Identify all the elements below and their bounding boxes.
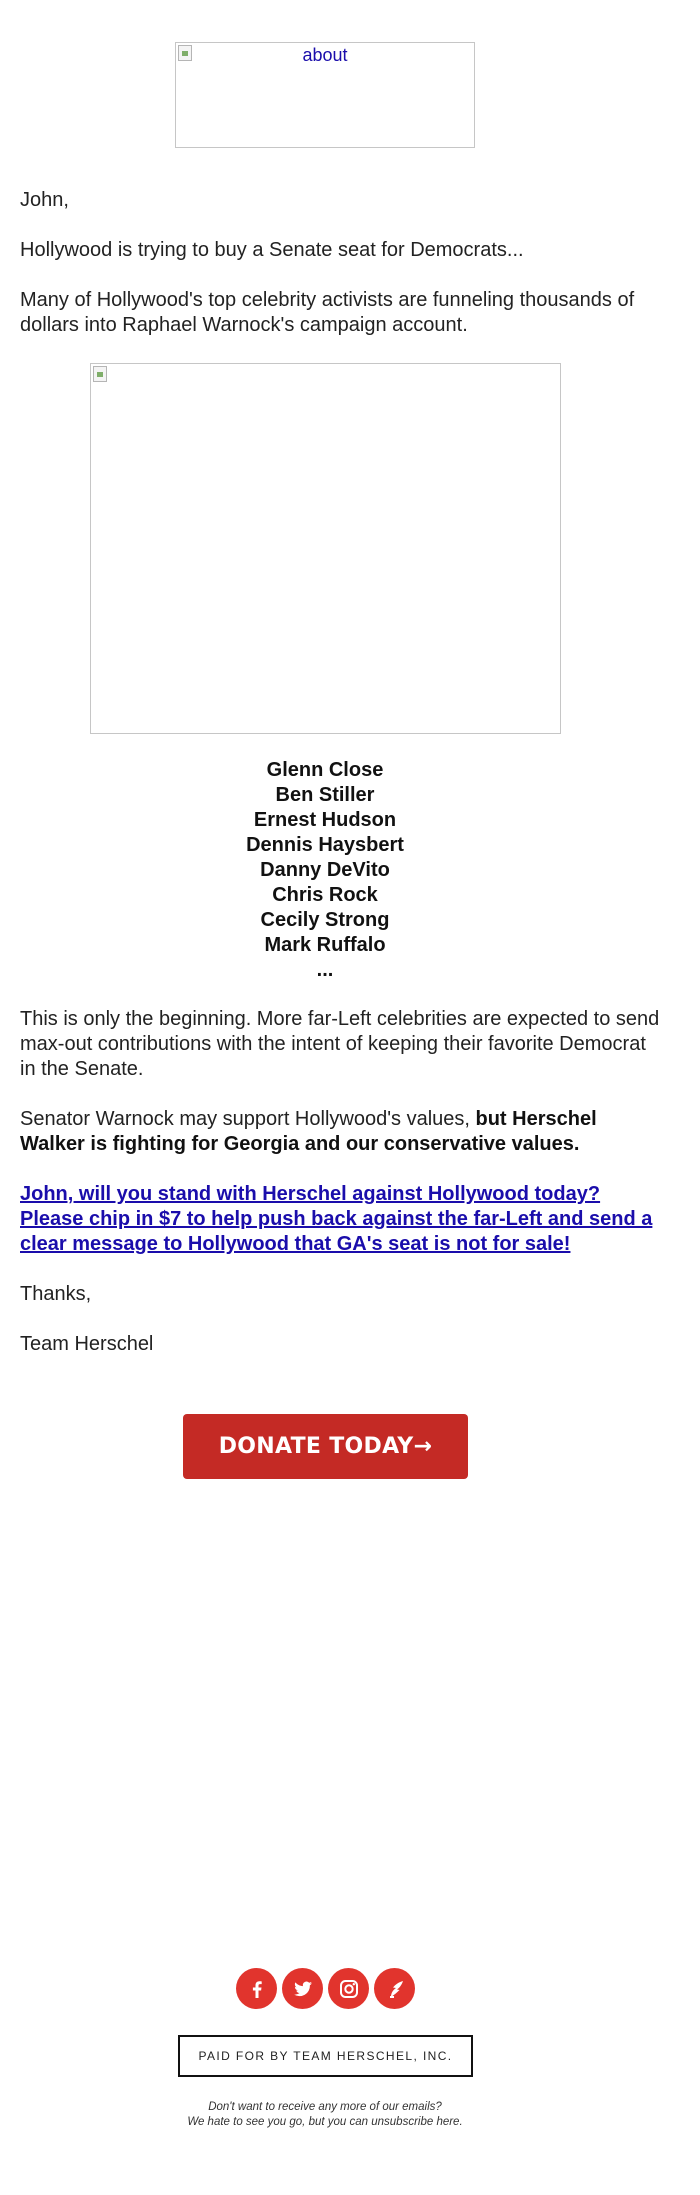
twitter-icon[interactable] bbox=[282, 1968, 323, 2009]
footer-line-2-prefix: We hate to see you go, but you can bbox=[187, 2116, 372, 2128]
values-text: Senator Warnock may support Hollywood's values, bbox=[20, 1108, 476, 1130]
closing-thanks: Thanks, bbox=[20, 1283, 92, 1305]
footer-unsubscribe bbox=[0, 2100, 650, 2130]
paragraph-funding: Many of Hollywood's top celebrity activists are funneling thousands of dollars into Raphael Warnock's campaign account. bbox=[20, 289, 635, 336]
greeting: John, bbox=[20, 189, 69, 211]
celebrity-image bbox=[90, 363, 561, 734]
paragraph-beginning: This is only the beginning. More far-Left celebrities are expected to send max-out contributions with the intent of keeping their favorite Democrat in the Senate. bbox=[20, 1008, 660, 1080]
footer-line-1: Don't want to receive any more of our emails? bbox=[208, 2101, 442, 2113]
celebrity-name: Chris Rock bbox=[272, 884, 378, 906]
celebrity-name: Ernest Hudson bbox=[253, 809, 397, 831]
unsubscribe-link[interactable]: unsubscribe here bbox=[371, 2116, 460, 2128]
donate-button[interactable]: DONATE TODAY→ bbox=[183, 1414, 468, 1479]
celebrity-name: Cecily Strong bbox=[260, 909, 390, 931]
celebrity-list-ellipsis: ... bbox=[316, 959, 334, 981]
broken-image-icon bbox=[93, 366, 107, 382]
celebrity-name: Danny DeVito bbox=[260, 859, 390, 881]
header-image[interactable] bbox=[175, 42, 475, 148]
header-image-alt: about bbox=[302, 45, 348, 65]
intro-text: Hollywood is trying to buy a Senate seat for Democrats... bbox=[20, 239, 524, 261]
celebrity-list bbox=[0, 758, 650, 983]
donate-text-link[interactable]: John, will you stand with Herschel against Hollywood today? Please chip in $7 to help push back against the far-Left and send a clear message to Hollywood that GA's seat is not for sale! bbox=[20, 1183, 653, 1255]
instagram-icon[interactable] bbox=[328, 1968, 369, 2009]
campaign-logo-icon[interactable] bbox=[374, 1968, 415, 2009]
paid-for-disclaimer: PAID FOR BY TEAM HERSCHEL, INC. bbox=[178, 2035, 473, 2077]
celebrity-name: Glenn Close bbox=[266, 759, 384, 781]
celebrity-name: Ben Stiller bbox=[275, 784, 375, 806]
social-links bbox=[236, 1968, 416, 2010]
values-bold-text: but Herschel Walker is fighting for Georgia and our conservative values. bbox=[20, 1108, 597, 1155]
facebook-icon[interactable] bbox=[236, 1968, 277, 2009]
paragraph-values bbox=[20, 1107, 660, 1157]
celebrity-name: Mark Ruffalo bbox=[264, 934, 386, 956]
signature: Team Herschel bbox=[20, 1333, 154, 1355]
footer-line-2-suffix: . bbox=[459, 2116, 463, 2128]
footer-line-2 bbox=[0, 2115, 650, 2130]
celebrity-name: Dennis Haysbert bbox=[246, 834, 404, 856]
